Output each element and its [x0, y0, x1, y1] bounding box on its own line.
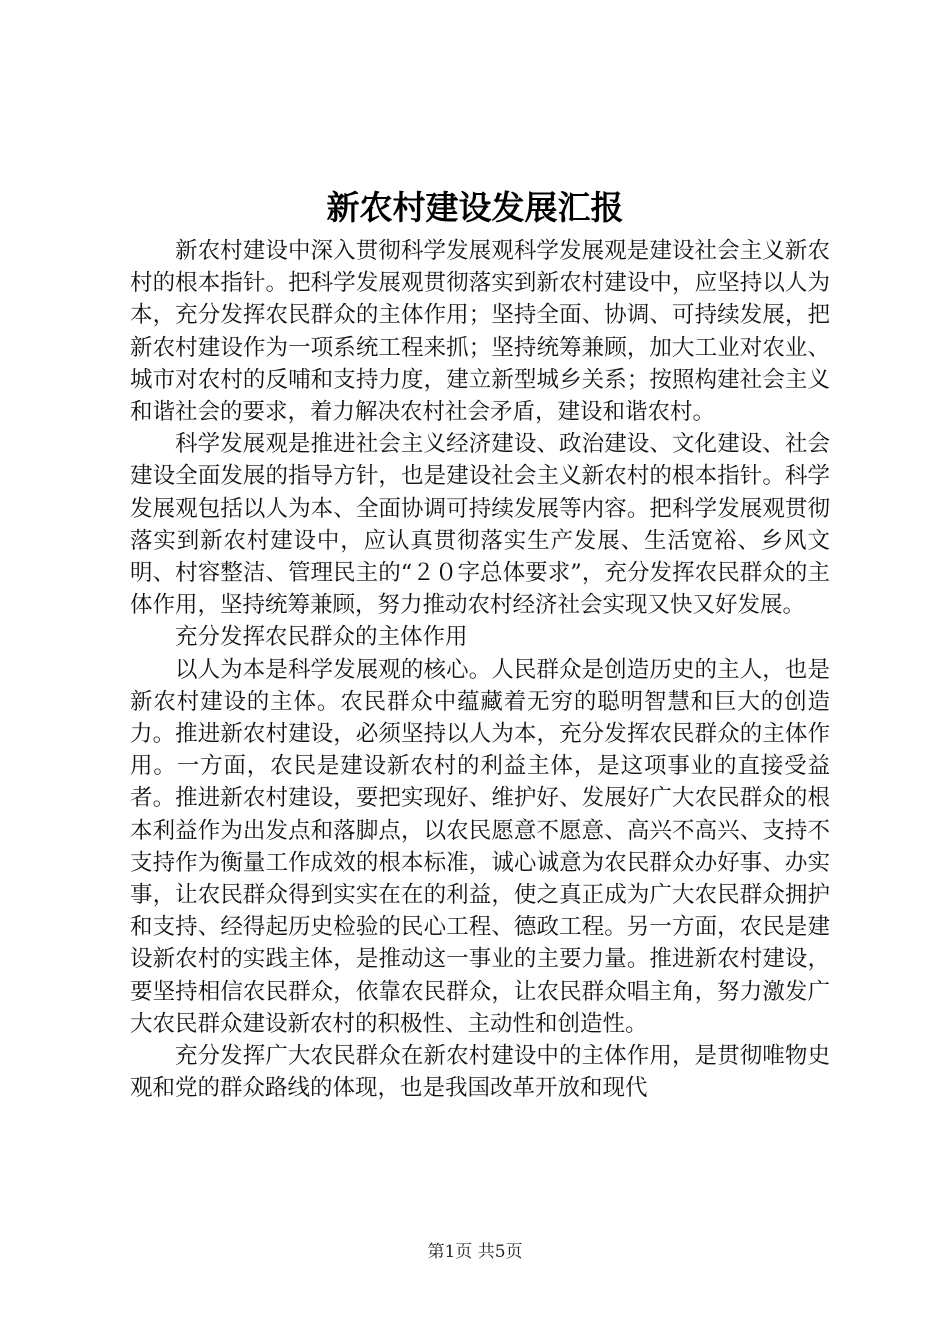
document-title: 新农村建设发展汇报	[326, 188, 624, 227]
paragraph: 新农村建设中深入贯彻科学发展观科学发展观是建设社会主义新农村的根本指针。把科学发展观贯彻落实到新农村建设中，应坚持以人为本，充分发挥农民群众的主体作用；坚持全面、协调、可持续发展，把新农村建设作为一项系统工程来抓；坚持统筹兼顾，加大工业对农业、城市对农村的反哺和支持力度，建立新型城乡关系；按照构建社会主义和谐社会的要求，着力解决农村社会矛盾，建设和谐农村。	[130, 238, 830, 426]
paragraph: 以人为本是科学发展观的核心。人民群众是创造历史的主人，也是新农村建设的主体。农民群众中蕴藏着无穷的聪明智慧和巨大的创造力。推进新农村建设，必须坚持以人为本，充分发挥农民群众的主体作用。一方面，农民是建设新农村的利益主体，是这项事业的直接受益者。推进新农村建设，要把实现好、维护好、发展好广大农民群众的根本利益作为出发点和落脚点，以农民愿意不愿意、高兴不高兴、支持不支持作为衡量工作成效的根本标准，诚心诚意为农民群众办好事、办实事，让农民群众得到实实在在的利益，使之真正成为广大农民群众拥护和支持、经得起历史检验的民心工程、德政工程。另一方面，农民是建设新农村的实践主体，是推动这一事业的主要力量。推进新农村建设，要坚持相信农民群众，依靠农民群众，让农民群众唱主角，努力激发广大农民群众建设新农村的积极性、主动性和创造性。	[130, 656, 830, 1037]
section-heading: 充分发挥农民群众的主体作用	[175, 624, 468, 651]
paragraph: 科学发展观是推进社会主义经济建设、政治建设、文化建设、社会建设全面发展的指导方针，也是建设社会主义新农村的根本指针。科学发展观包括以人为本、全面协调可持续发展等内容。把科学发展观贯彻落实到新农村建设中，应认真贯彻落实生产发展、生活宽裕、乡风文明、村容整洁、管理民主的“２０字总体要求”，充分发挥农民群众的主体作用，坚持统筹兼顾，努力推动农村经济社会实现又快又好发展。	[130, 431, 830, 619]
paragraph: 充分发挥广大农民群众在新农村建设中的主体作用，是贯彻唯物史观和党的群众路线的体现，也是我国改革开放和现代	[130, 1043, 830, 1102]
page-number-footer: 第1页 共5页	[427, 1242, 523, 1262]
document-body	[130, 235, 830, 1104]
